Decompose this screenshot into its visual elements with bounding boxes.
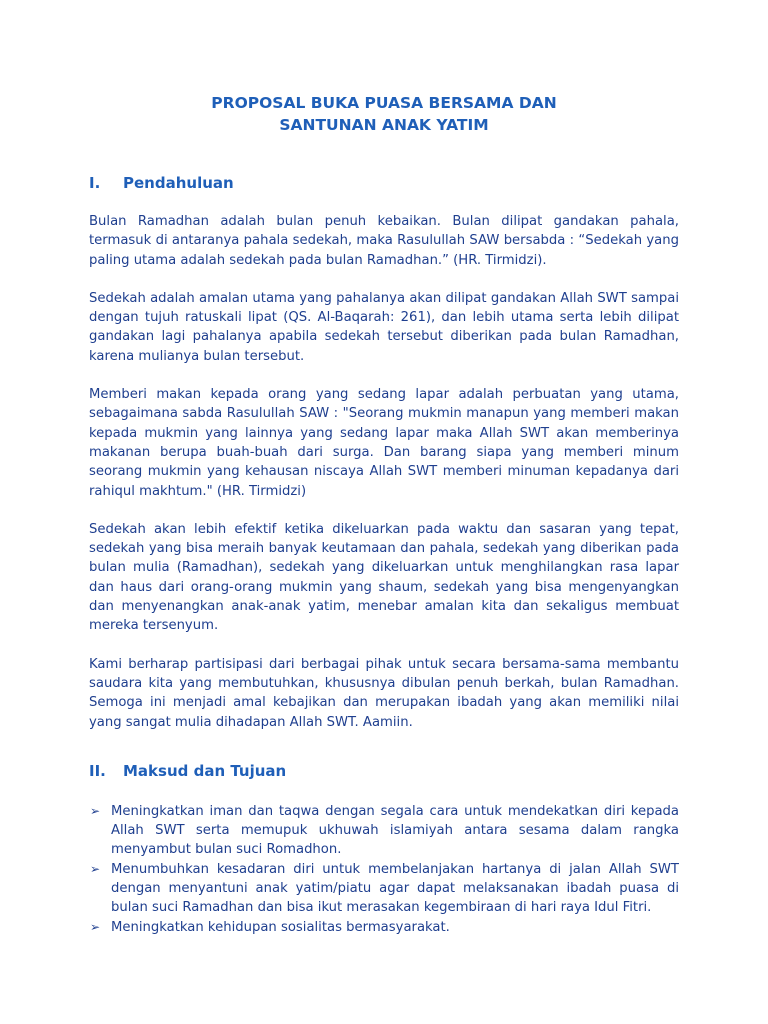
title-line-1: PROPOSAL BUKA PUASA BERSAMA DAN (211, 94, 557, 112)
list-item-text: Meningkatkan iman dan taqwa dengan segala cara untuk mendekatkan diri kepada Allah SWT serta memupuk ukhuwah islamiyah antara sesama dalam rangka menyambut bulan suci Romadhon. (111, 803, 679, 858)
section-heading-pendahuluan (89, 174, 679, 192)
objectives-list (89, 802, 679, 937)
paragraph: Sedekah adalah amalan utama yang pahalanya akan dilipat gandakan Allah SWT sampai dengan tujuh ratuskali lipat (QS. Al-Baqarah: 261), dan lebih utama serta lebih dilipat gandakan lagi pahalanya apabila sedekah tersebut diberikan pada bulan Ramadhan, karena mulianya bulan tersebut. (89, 290, 679, 364)
list-item (89, 918, 679, 937)
paragraph: Bulan Ramadhan adalah bulan penuh kebaikan. Bulan dilipat gandakan pahala, termasuk di antaranya pahala sedekah, maka Rasulullah SAW bersabda : “Sedekah yang paling utama adalah sedekah pada bulan Ramadhan.” (HR. Tirmidzi). (89, 214, 679, 268)
arrow-bullet-icon: ➢ (90, 919, 101, 934)
paragraph: Memberi makan kepada orang yang sedang lapar adalah perbuatan yang utama, sebagaimana sabda Rasulullah SAW : "Seorang mukmin manapun yang memberi makan kepada mukmin yang lainnya yang sedang lapar maka Allah SWT akan memberinya makanan berupa buah-buah dari surga. Dan barang siapa yang memberi minum seorang mukmin yang kehausan niscaya Allah SWT memberi minuman kepadanya dari rahiqul makhtum." (HR. Tirmidzi) (89, 387, 679, 499)
list-item (89, 860, 679, 918)
section-heading-maksud-dan-tujuan (89, 762, 679, 780)
list-item (89, 802, 679, 860)
document-page (89, 92, 679, 937)
list-item-text: Menumbuhkan kesadaran diri untuk membelanjakan hartanya di jalan Allah SWT dengan menyantuni anak yatim/piatu agar dapat melaksanakan ibadah puasa di bulan suci Ramadhan dan bisa ikut merasakan kegembiraan di hari raya Idul Fitri. (111, 861, 679, 916)
section-number: I. (89, 174, 101, 192)
paragraph: Sedekah akan lebih efektif ketika dikeluarkan pada waktu dan sasaran yang tepat, sedekah yang bisa meraih banyak keutamaan dan pahala, sedekah yang diberikan pada bulan mulia (Ramadhan), sedekah yang dikeluarkan untuk menghilangkan rasa lapar dan haus dari orang-orang mukmin yang shaum, sedekah yang bisa mengenyangkan dan menyenangkan anak-anak yatim, menebar amalan kita dan sekaligus membuat mereka tersenyum. (89, 521, 679, 634)
section-title: Maksud dan Tujuan (123, 761, 287, 780)
document-title (89, 92, 679, 136)
section-title: Pendahuluan (123, 174, 234, 192)
arrow-bullet-icon: ➢ (90, 861, 101, 876)
list-item-text: Meningkatkan kehidupan sosialitas bermasyarakat. (111, 919, 450, 935)
title-line-2: SANTUNAN ANAK YATIM (279, 116, 489, 134)
paragraph: Kami berharap partisipasi dari berbagai pihak untuk secara bersama-sama membantu saudara kita yang membutuhkan, khususnya dibulan penuh berkah, bulan Ramadhan. Semoga ini menjadi amal kebajikan dan merupakan ibadah yang akan memiliki nilai yang sangat mulia dihadapan Allah SWT. Aamiin. (89, 656, 679, 730)
section-number: II. (89, 761, 106, 780)
arrow-bullet-icon: ➢ (90, 803, 101, 818)
